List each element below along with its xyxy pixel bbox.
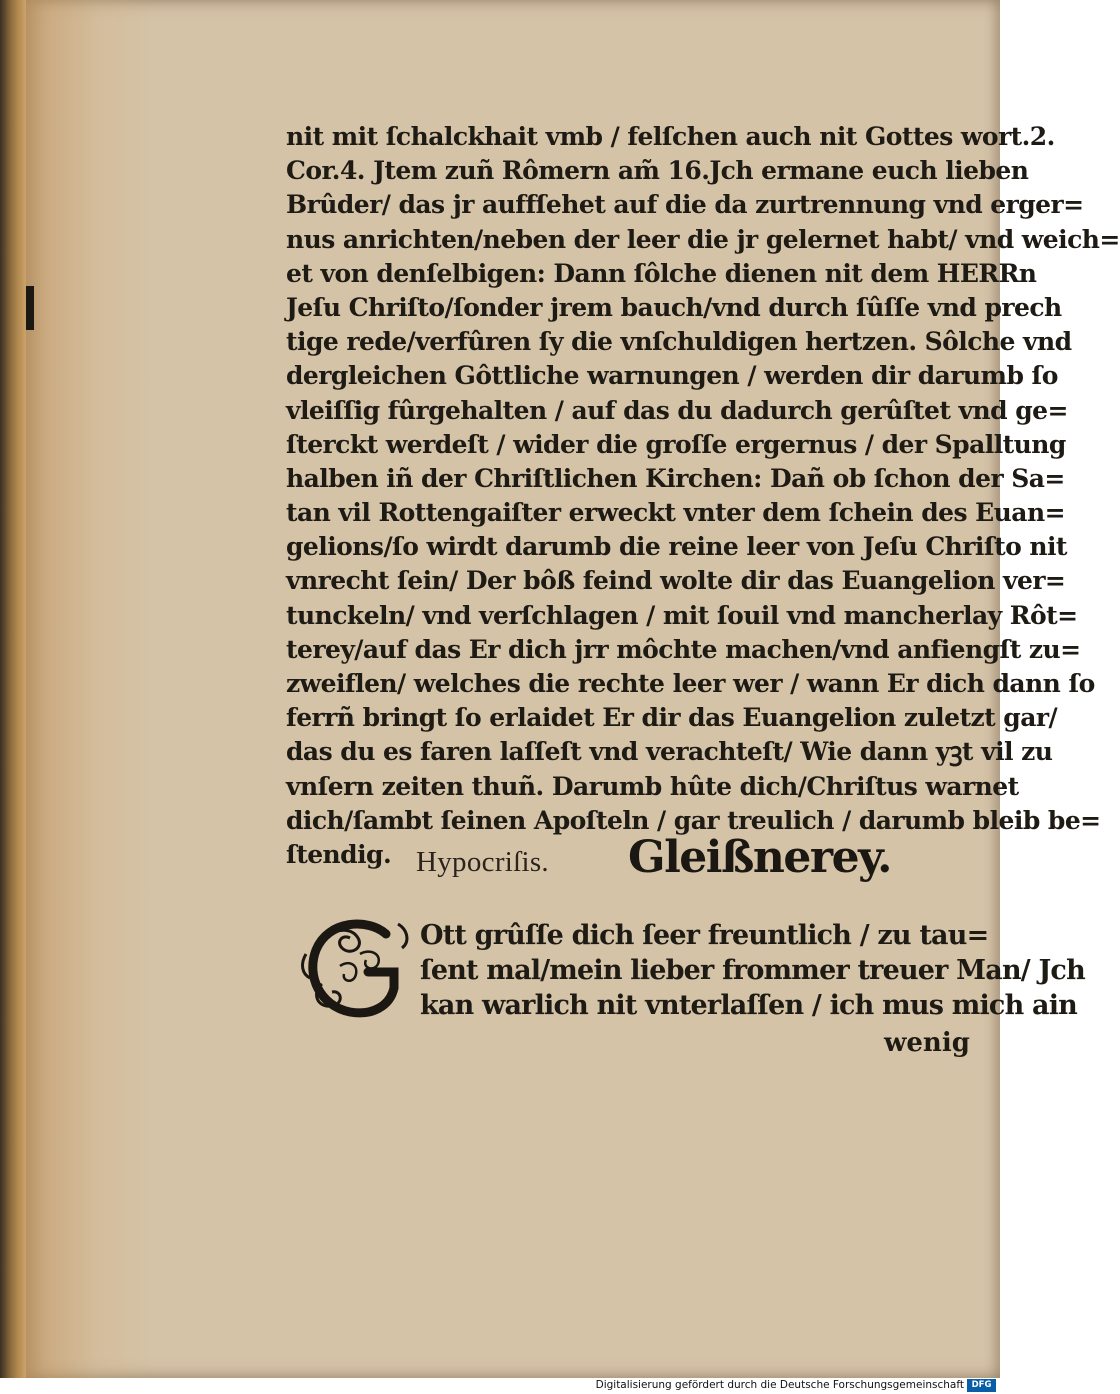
decorated-initial-icon [298,914,418,1024]
heading-german: Gleißnerey. [628,832,891,883]
text-line: ſterckt werdeſt / wider die groſſe ergernus / der Spalltung [286,429,1066,459]
text-line: Brûder/ das jr auffſehet auf die da zurtrennung vnd erger= [286,190,1084,220]
catchword: wenig [884,1028,970,1058]
page-stain [26,0,156,1378]
text-line: tan vil Rottengaiſter erweckt vnter dem ſchein des Euan= [286,498,1065,528]
page-edge-mark [26,286,34,330]
text-line: ferrñ bringt ſo erlaidet Er dir das Euangelion zuletzt gar/ [286,703,1058,733]
text-line: dergleichen Gôttliche warnungen / werden dir darumb ſo [286,361,1058,391]
text-line: Cor.4. Jtem zuñ Rômern am̃ 16.Jch ermane euch lieben [286,156,1029,186]
dfg-logo-icon: DFG [967,1379,996,1392]
text-line: vnrecht ſein/ Der bôß feind wolte dir das Euangelion ver= [286,566,1066,596]
text-line: tunckeln/ vnd verſchlagen / mit ſouil vnd mancherlay Rôt= [286,600,1078,630]
text-line: tige rede/verfûren ſy die vnſchuldigen hertzen. Sôlche vnd [286,327,1072,357]
text-line: terey/auf das Er dich jrr môchte machen/vnd anfiengſt zu= [286,634,1081,664]
text-line: ſtendig. [286,839,392,869]
text-line: nus anrichten/neben der leer die jr gelernet habt/ vnd weich= [286,224,1120,254]
text-line: kan warlich nit vnterlaſſen / ich mus mich ain [420,990,1077,1021]
text-line: gelions/ſo wirdt darumb die reine leer von Jeſu Chriſto nit [286,532,1067,562]
text-line: vleiſſig fûrgehalten / auf das du dadurch gerûſtet vnd ge= [286,395,1068,425]
heading-latin: Hypocriſis. [416,846,549,878]
text-line: ſent mal/mein lieber frommer treuer Man/ Jch [420,955,1085,986]
book-spine-edge [0,0,26,1378]
text-line: halben iñ der Chriſtlichen Kirchen: Dañ ob ſchon der Sa= [286,463,1065,493]
text-line: vnſern zeiten thuñ. Darumb hûte dich/Chriſtus warnet [286,771,1019,801]
text-line: das du es faren laſſeſt vnd verachteſt/ Wie dann yꝫt vil zu [286,737,1053,767]
text-line: nit mit ſchalckhait vmb / felſchen auch nit Gottes wort.2. [286,122,1055,151]
footer-credit: Digitalisierung gefördert durch die Deutsche Forschungsgemeinschaft [595,1379,964,1391]
main-text-block [286,120,1120,872]
paragraph-two [420,918,1085,1023]
text-line: zweiflen/ welches die rechte leer wer / wann Er dich dann ſo [286,669,1095,698]
text-line: et von denſelbigen: Dann ſôlche dienen nit dem HERRn [286,258,1037,288]
text-line: Jeſu Chriſto/ſonder jrem bauch/vnd durch ſûſſe vnd prech [286,292,1062,322]
text-line: dich/ſambt ſeinen Apoſteln / gar treulich / darumb bleib be= [286,805,1101,835]
text-line: Ott grûſſe dich ſeer freuntlich / zu tau= [420,920,989,951]
section-heading [416,832,976,902]
